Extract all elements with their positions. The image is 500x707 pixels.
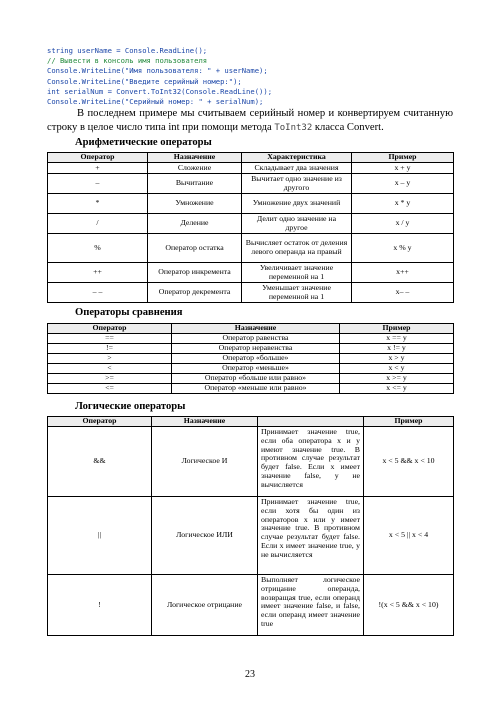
method-name: ToInt32 xyxy=(274,123,313,133)
column-header: Характеристика xyxy=(242,153,352,163)
logic-table xyxy=(47,416,454,636)
table-row: – Вычитание Вычитает одно значение из другого x – y xyxy=(48,174,454,194)
table-row: <= Оператор «меньше или равно» x <= y xyxy=(48,384,454,394)
column-header: Назначение xyxy=(152,417,258,427)
table-header-row xyxy=(48,324,454,334)
table-row: < Оператор «меньше» x < y xyxy=(48,364,454,374)
table-row: != Оператор неравенства x != y xyxy=(48,344,454,354)
table-row: + Сложение Складывает два значения x + y xyxy=(48,163,454,174)
column-header: Назначение xyxy=(172,324,340,334)
table-row: == Оператор равенства x == y xyxy=(48,334,454,344)
table-row: && Логическое И Принимает значение true, если оба оператора x и y имеют значение true. В противном случае результат будет false. Если x имеет значение false, y не вычисляется x < 5 && x < 10 xyxy=(48,427,454,497)
column-header: Оператор xyxy=(48,417,152,427)
table-row: – – Оператор декремента Уменьшает значение переменной на 1 x– – xyxy=(48,283,454,303)
table-row: / Деление Делит одно значение на другое x / y xyxy=(48,214,454,234)
logic-heading: Логические операторы xyxy=(75,401,186,412)
code-comment: // Вывести в консоль имя пользователя xyxy=(47,56,208,66)
explanation-paragraph: В последнем примере мы считываем серийный номер и конвертируем считанную строку в целое число типа int при помощи метода ToInt32 класса Convert. xyxy=(47,108,453,133)
table-row: * Умножение Умножение двух значений x * y xyxy=(48,194,454,214)
code-line: Console.WriteLine("Введите серийный номер:"); xyxy=(47,76,242,86)
table-row: > Оператор «больше» x > y xyxy=(48,354,454,364)
compare-heading: Операторы сравнения xyxy=(75,307,183,318)
arith-table xyxy=(47,152,454,303)
column-header xyxy=(258,417,364,427)
column-header: Оператор xyxy=(48,324,172,334)
code-line: string userName = Console.ReadLine(); xyxy=(47,46,208,55)
code-listing xyxy=(47,46,272,107)
page-number: 23 xyxy=(245,669,255,680)
column-header: Назначение xyxy=(148,153,242,163)
table-header-row xyxy=(48,417,454,427)
column-header: Пример xyxy=(340,324,454,334)
code-line: Console.WriteLine("Имя пользователя: " + userName); xyxy=(47,66,268,76)
code-line: Console.WriteLine("Серийный номер: " + serialNum); xyxy=(47,97,264,107)
table-row: >= Оператор «больше или равно» x >= y xyxy=(48,374,454,384)
compare-table xyxy=(47,323,454,394)
table-row: ! Логическое отрицание Выполняет логическое отрицание операнда, возвращая true, если операнд имеет значение false, и false, если операнд имеет значение true !(x < 5 && x < 10) xyxy=(48,575,454,636)
table-row: || Логическое ИЛИ Принимает значение true, если хотя бы один из операторов x или y имеет значение true. В противном случае результат будет false. Если x имеет значение true, y не вычисляется x < 5 || x < 4 xyxy=(48,497,454,575)
table-row: ++ Оператор инкремента Увеличивает значение переменной на 1 x++ xyxy=(48,263,454,283)
column-header: Пример xyxy=(364,417,454,427)
column-header: Оператор xyxy=(48,153,148,163)
code-line: int serialNum = Convert.ToInt32(Console.ReadLine()); xyxy=(47,86,273,96)
table-header-row xyxy=(48,153,454,163)
column-header: Пример xyxy=(352,153,454,163)
arith-heading: Арифметические операторы xyxy=(75,137,212,148)
table-row: % Оператор остатка Вычисляет остаток от деления левого операнда на правый x % y xyxy=(48,234,454,263)
